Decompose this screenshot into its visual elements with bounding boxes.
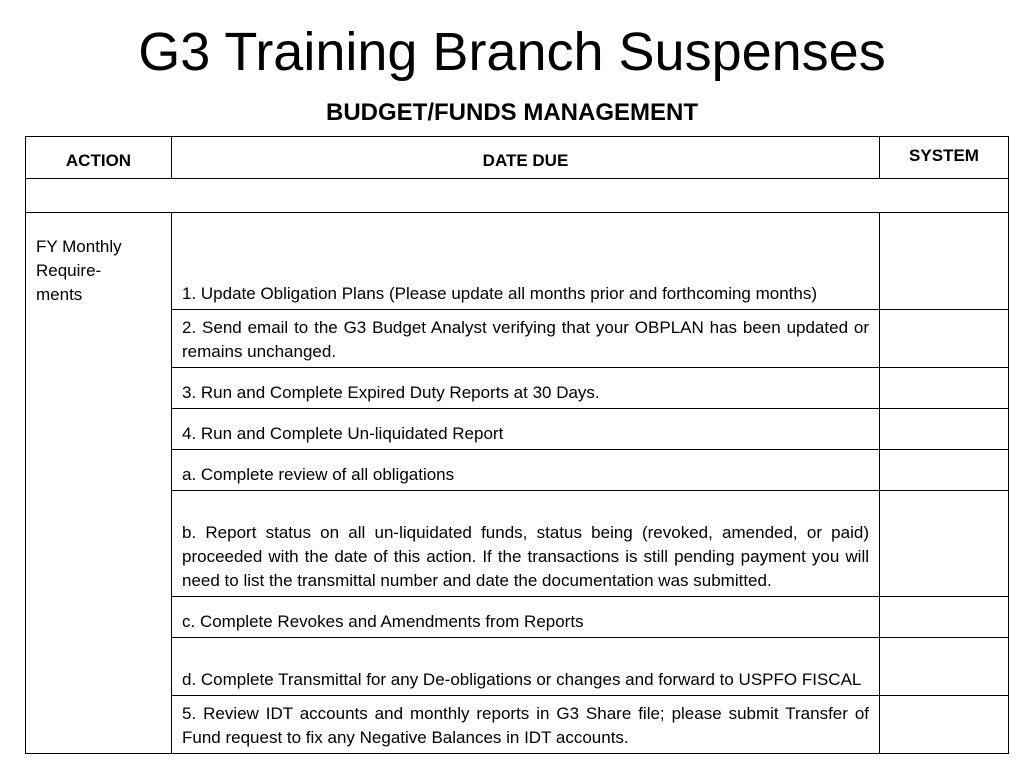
task-description [172,409,880,450]
system-cell [880,597,1009,638]
header-action: ACTION [26,137,172,179]
task-description [172,310,880,368]
table-row [26,638,1009,696]
task-text: 5. Review IDT accounts and monthly reports in G3 Share file; please submit Transfer of Fund request to fix any Negative Balances in IDT accounts. [182,704,869,747]
table-row [26,597,1009,638]
table-row [26,491,1009,597]
task-description [172,696,880,754]
system-cell [880,638,1009,696]
page-title: G3 Training Branch Suspenses [138,22,886,82]
table-row [26,450,1009,491]
blank-spacer-row [26,179,1009,213]
table-row [26,368,1009,409]
task-description [172,491,880,597]
task-text: 3. Run and Complete Expired Duty Reports at 30 Days. [182,383,600,402]
system-cell [880,491,1009,597]
task-text: 2. Send email to the G3 Budget Analyst verifying that your OBPLAN has been updated or remains unchanged. [182,318,869,361]
section-subtitle: BUDGET/FUNDS MANAGEMENT [326,99,698,126]
header-date-due: DATE DUE [172,137,880,179]
task-description [172,597,880,638]
table-row [26,696,1009,754]
task-text: d. Complete Transmittal for any De-obligations or changes and forward to USPFO FISCAL [182,670,862,689]
task-text: b. Report status on all un-liquidated funds, status being (revoked, amended, or paid) proceeded with the date of this action. If the transactions is still pending payment you will need to list the transmittal number and date the documentation was submitted. [182,523,869,590]
action-label-line: ments [36,285,83,304]
action-label-line: FY Monthly [36,237,122,256]
table-row [26,409,1009,450]
task-description [172,450,880,491]
task-description [172,368,880,409]
system-cell [880,310,1009,368]
system-cell [880,368,1009,409]
header-row [26,137,1009,179]
table-row [26,213,1009,310]
task-text: 1. Update Obligation Plans (Please update all months prior and forthcoming months) [182,284,818,303]
action-label-line: Require- [36,261,102,280]
task-text: c. Complete Revokes and Amendments from Reports [182,612,584,631]
system-cell [880,409,1009,450]
blank-spacer-cell [26,179,1009,213]
task-description [172,213,880,310]
system-cell [880,696,1009,754]
task-text: 4. Run and Complete Un-liquidated Report [182,424,504,443]
action-cell-fy-monthly [26,213,172,754]
table-row [26,310,1009,368]
system-cell [880,450,1009,491]
header-system: SYSTEM [880,137,1009,179]
task-description [172,638,880,696]
task-text: a. Complete review of all obligations [182,465,455,484]
system-cell [880,213,1009,310]
suspense-table [25,136,1009,754]
